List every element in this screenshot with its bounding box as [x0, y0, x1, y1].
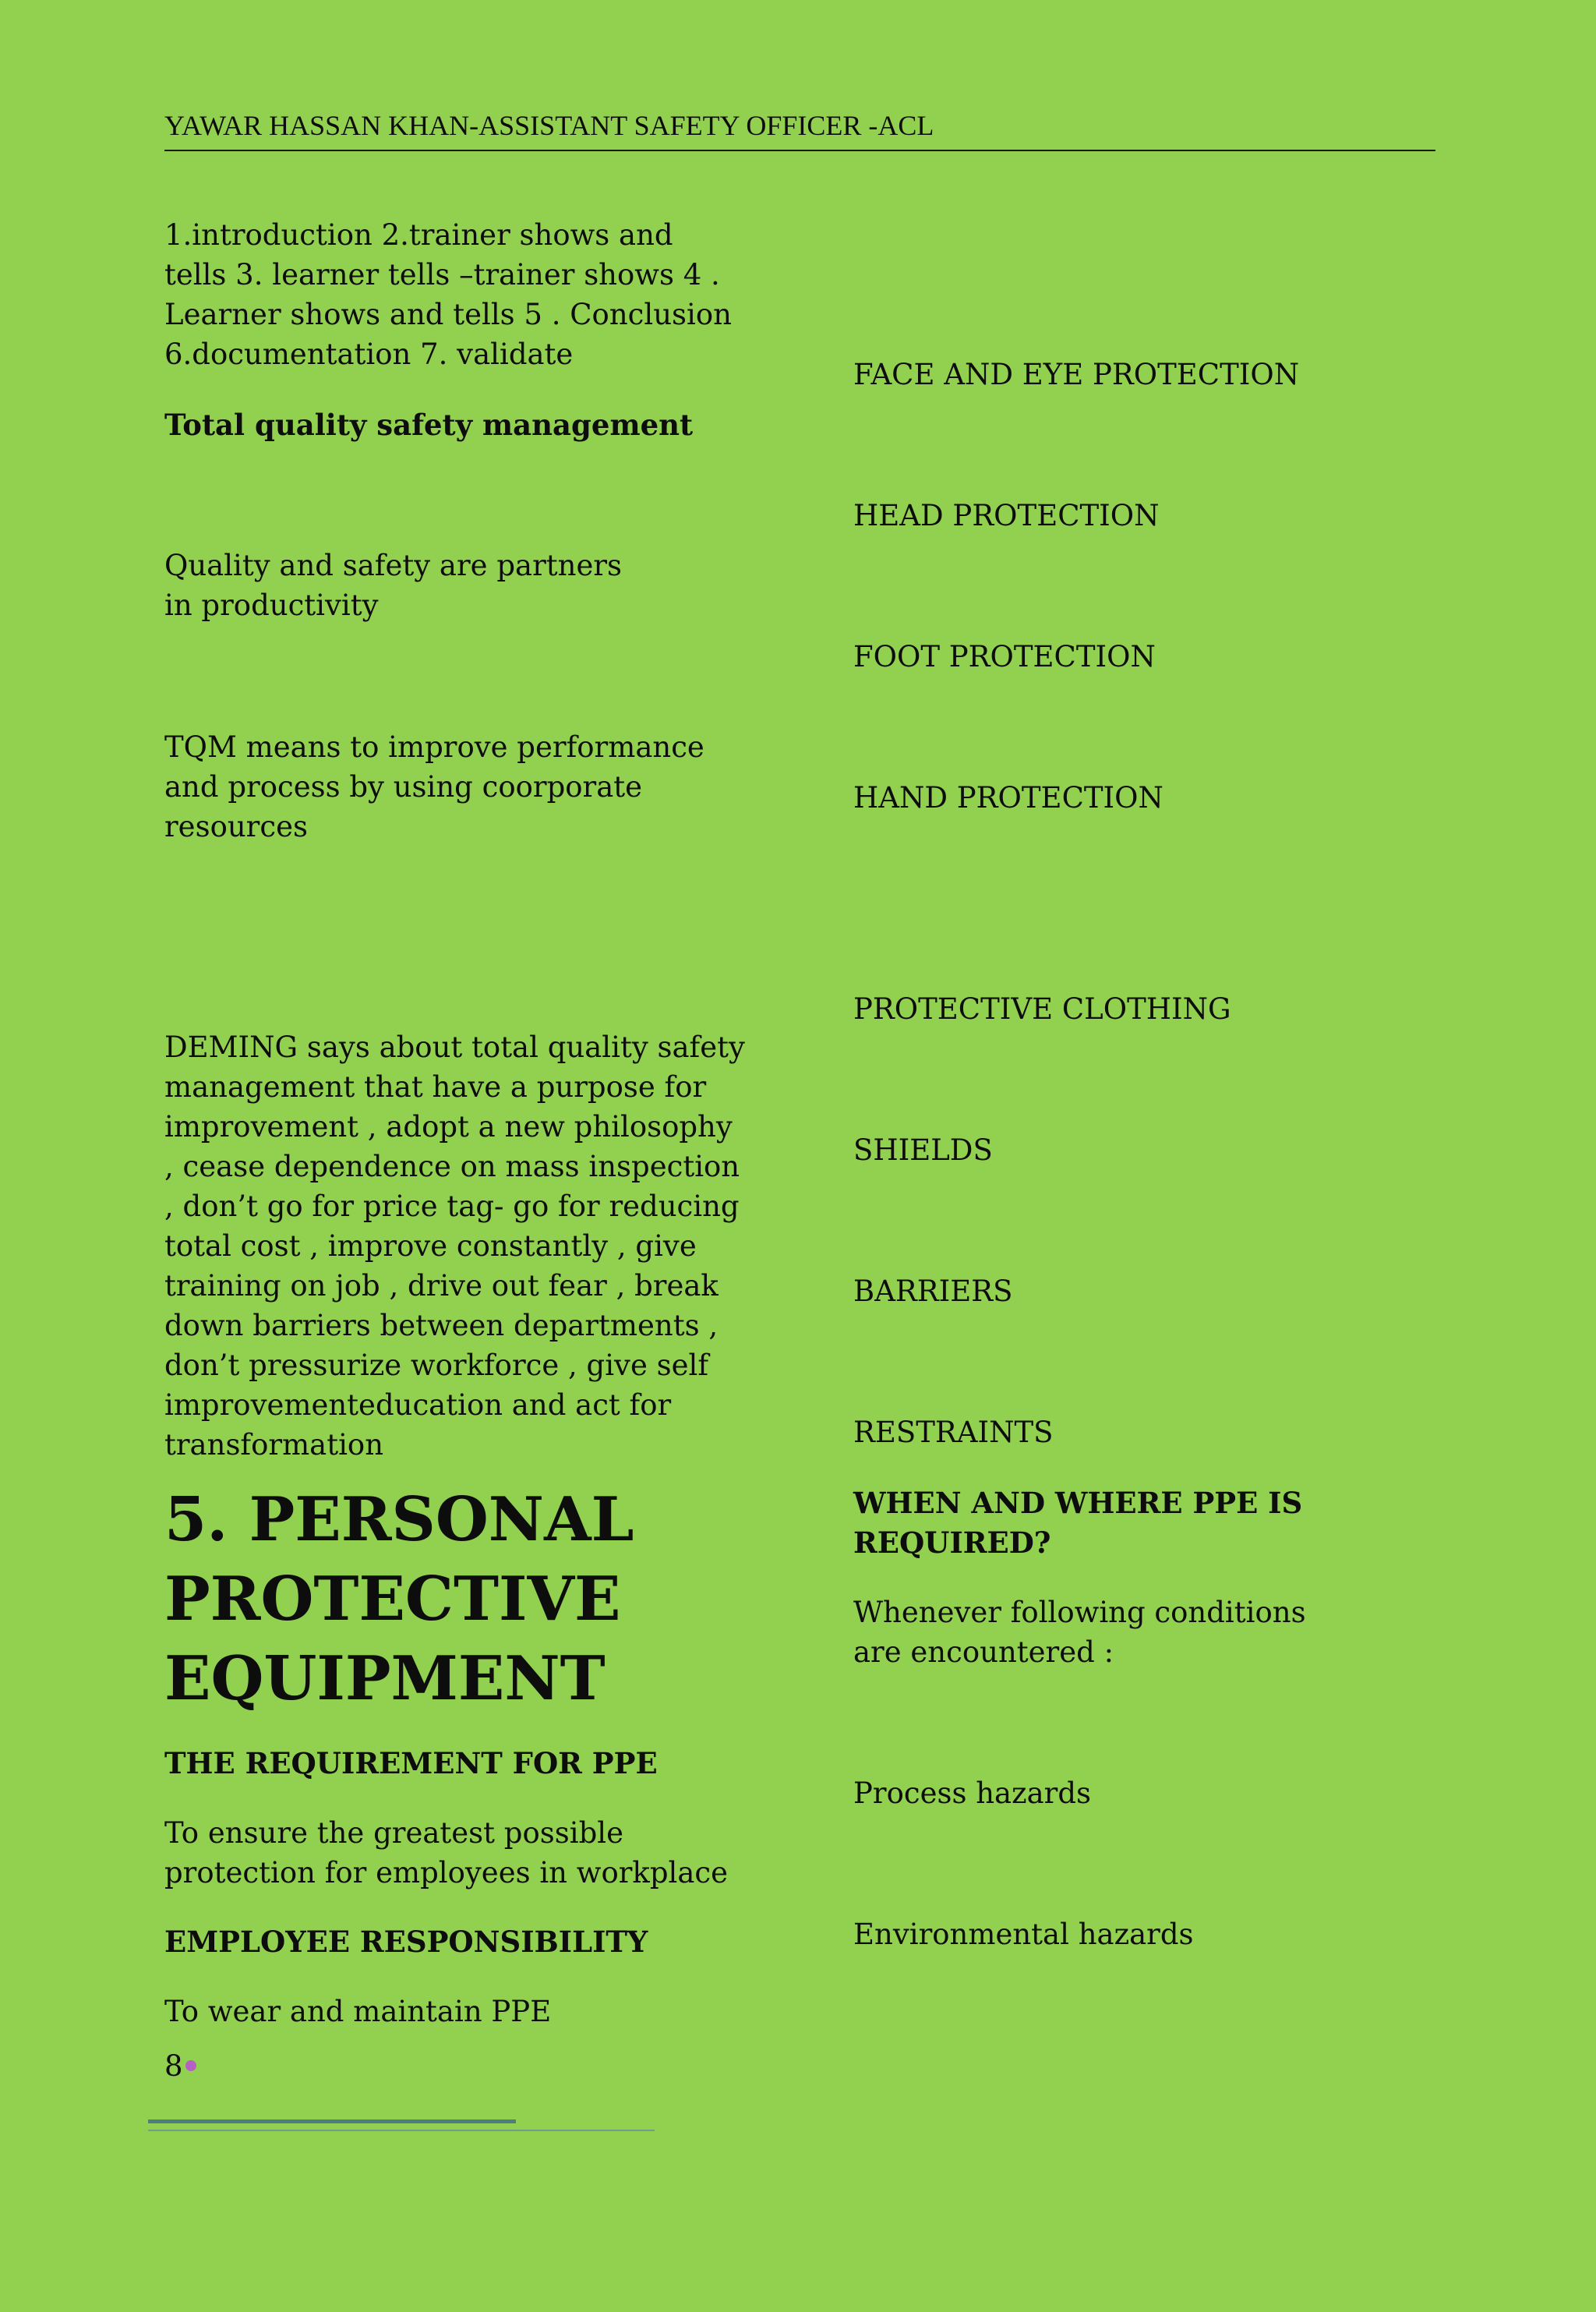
ppe-item-head: HEAD PROTECTION — [853, 499, 1160, 532]
footer-rule — [148, 2119, 516, 2123]
page-header: YAWAR HASSAN KHAN-ASSISTANT SAFETY OFFICER -ACL — [164, 110, 934, 141]
right-column — [853, 355, 1446, 1954]
deming-text: DEMING says about total quality safety management that have a purpose for improvement , adopt a new philosophy , cease dependence on mass inspection , don’t go for price tag- go for reducing total cost , improve constantly , give training on job , drive out fear , break down barriers between departments , don’t pressurize workforce , give self improvementeducation and act for transformation — [164, 1031, 745, 1462]
tqsm-heading: Total quality safety management — [164, 408, 694, 442]
page-number: 8 — [164, 2049, 183, 2083]
header-divider — [164, 150, 1435, 151]
training-steps-text: 1.introduction 2.trainer shows and tells 3. learner tells –trainer shows 4 . Learner shows and tells 5 . Conclusion 6.documentation 7. validate — [164, 218, 732, 371]
quality-safety-text: Quality and safety are partners in productivity — [164, 549, 623, 622]
ppe-item-hand: HAND PROTECTION — [853, 781, 1163, 815]
requirement-text: To ensure the greatest possible protection for employees in workplace — [164, 1816, 729, 1890]
responsibility-heading: EMPLOYEE RESPONSIBILITY — [164, 1925, 648, 1959]
chapter-heading: 5. PERSONAL PROTECTIVE EQUIPMENT — [164, 1484, 634, 1714]
ppe-item-clothing: PROTECTIVE CLOTHING — [853, 992, 1231, 1026]
footer-rule-thin — [148, 2130, 655, 2131]
responsibility-text: To wear and maintain PPE — [164, 1995, 552, 2028]
hazard-environmental: Environmental hazards — [853, 1918, 1194, 1951]
conditions-text: Whenever following conditions are encountered : — [853, 1596, 1306, 1669]
when-where-heading: WHEN AND WHERE PPE IS REQUIRED? — [853, 1486, 1303, 1560]
hazard-process: Process hazards — [853, 1776, 1092, 1810]
ppe-item-barriers: BARRIERS — [853, 1274, 1013, 1308]
ppe-item-restraints: RESTRAINTS — [853, 1416, 1054, 1449]
ppe-item-foot: FOOT PROTECTION — [853, 640, 1156, 673]
tqm-text: TQM means to improve performance and process by using coorporate resources — [164, 730, 704, 843]
requirement-heading: THE REQUIREMENT FOR PPE — [164, 1746, 658, 1780]
ppe-item-shields: SHIELDS — [853, 1133, 993, 1167]
page-dot-icon — [185, 2060, 196, 2071]
ppe-item-face-eye: FACE AND EYE PROTECTION — [853, 358, 1300, 391]
left-column — [164, 215, 757, 2031]
